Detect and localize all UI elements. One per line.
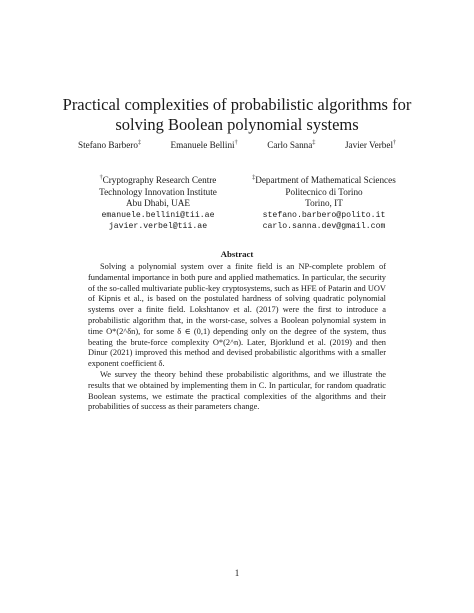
- email: stefano.barbero@polito.it: [262, 210, 386, 220]
- abstract-paragraph: We survey the theory behind these probabilistic algorithms, and we illustrate the results that we obtained by implementing them in C. In particular, for random quadratic Boolean systems, we estimate the practical complexities of the algorithms and their probabilities of success as their parameters change.: [88, 369, 386, 412]
- author: Carlo Sanna‡: [267, 140, 316, 150]
- abstract-body: [88, 262, 386, 413]
- author: Javier Verbel†: [344, 140, 396, 150]
- email: carlo.sanna.dev@gmail.com: [262, 222, 386, 231]
- affiliation-left: †Cryptography Research Centre Technology Innovation Institute Abu Dhabi, UAE emanuele.bellini@tii.ae javier.verbel@tii.ae: [88, 173, 228, 233]
- email: javier.verbel@tii.ae: [108, 222, 208, 231]
- author: Emanuele Bellini†: [170, 140, 238, 150]
- author-list: [78, 140, 396, 150]
- title-line-1: Practical complexities of probabilistic algorithms for: [62, 95, 412, 114]
- email: emanuele.bellini@tii.ae: [101, 210, 215, 220]
- abstract-paragraph: Solving a polynomial system over a finite field is an NP-complete problem of fundamental importance in both pure and applied mathematics. In particular, the security of the so-called multivariate public-key cryptosystems, such as HFE of Patarin and UOV of Kipnis et al., is based on the postulated hardness of solving quadratic polynomial systems over a finite field. Lokshtanov et al. (2017) were the first to introduce a probabilistic algorithm that, in the worst-case, solves a Boolean polynomial system in time O*(2^δn), for some δ ∈ (0,1) depending only on the degree of the system, thus beating the brute-force complexity O*(2^n). Later, Bjorklund et al. (2019) and then Dinur (2021) improved this method and devised probabilistic algorithms with a smaller exponent coefficient δ.: [88, 262, 386, 369]
- title-line-2: solving Boolean polynomial systems: [115, 115, 359, 134]
- abstract-heading: Abstract: [220, 249, 254, 259]
- affiliation-right: ‡Department of Mathematical Sciences Politecnico di Torino Torino, IT stefano.barbero@polito.it carlo.sanna.dev@gmail.com: [244, 173, 404, 233]
- author: Stefano Barbero‡: [78, 140, 141, 150]
- page-number: 1: [234, 568, 240, 578]
- paper-title: [60, 95, 414, 135]
